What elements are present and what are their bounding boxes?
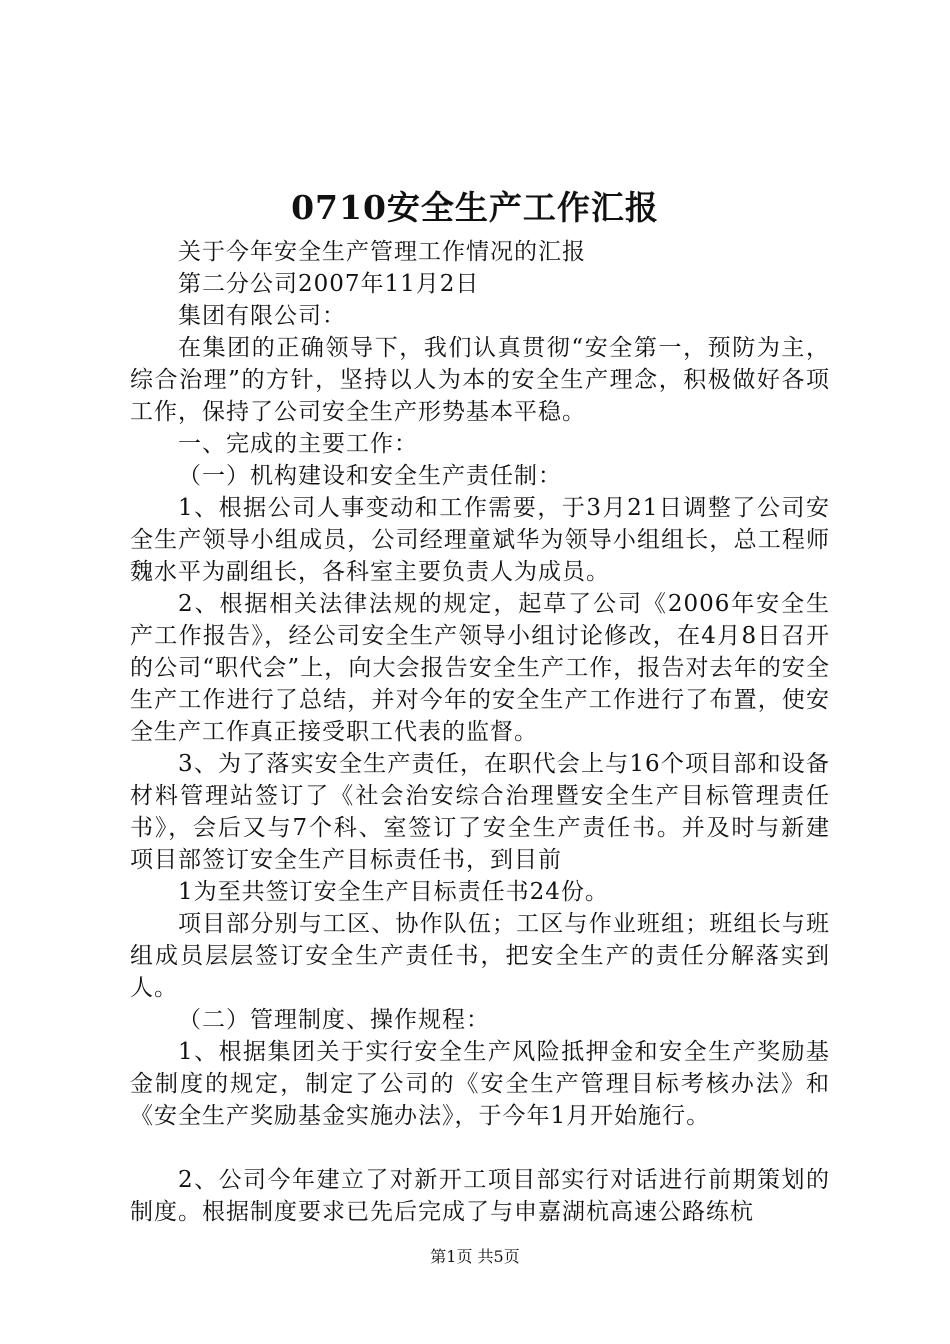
document-title: 0710安全生产工作汇报 xyxy=(291,188,659,227)
paragraph-item-1: 1、根据公司人事变动和工作需要，于3月21日调整了公司安全生产领导小组成员，公司经理童斌华为领导小组组长，总工程师魏水平为副组长，各科室主要负责人为成员。 xyxy=(130,495,830,585)
subsection-heading-1: （一）机构建设和安全生产责任制： xyxy=(178,463,562,489)
page-footer: 第1页 共5页 xyxy=(430,1247,520,1266)
report-date-line: 第二分公司2007年11月2日 xyxy=(178,271,480,297)
paragraph-rules-2: 2、公司今年建立了对新开工项目部实行对话进行前期策划的制度。根据制度要求已先后完成了与申嘉湖杭高速公路练杭 xyxy=(130,1167,830,1225)
paragraph-item-3: 3、为了落实安全生产责任，在职代会上与16个项目部和设备材料管理站签订了《社会治安综合治理暨安全生产目标管理责任书》，会后又与7个科、室签订了安全生产责任书。并及时与新建项目部签订安全生产目标责任书，到目前 xyxy=(130,751,830,873)
salutation: 集团有限公司： xyxy=(178,303,346,329)
paragraph-project-responsibility: 项目部分别与工区、协作队伍；工区与作业班组；班组长与班组成员层层签订安全生产责任书，把安全生产的责任分解落实到人。 xyxy=(130,911,830,1001)
report-subtitle: 关于今年安全生产管理工作情况的汇报 xyxy=(178,239,586,265)
paragraph-rules-1: 1、根据集团关于实行安全生产风险抵押金和安全生产奖励基金制度的规定，制定了公司的《安全生产管理目标考核办法》和《安全生产奖励基金实施办法》，于今年1月开始施行。 xyxy=(130,1039,830,1129)
document-body xyxy=(130,236,830,1228)
intro-paragraph: 在集团的正确领导下，我们认真贯彻“安全第一，预防为主，综合治理”的方针，坚持以人为本的安全生产理念，积极做好各项工作，保持了公司安全生产形势基本平稳。 xyxy=(130,335,830,425)
subsection-heading-2: （二）管理制度、操作规程： xyxy=(178,1007,490,1033)
paragraph-item-2: 2、根据相关法律法规的规定，起草了公司《2006年安全生产工作报告》，经公司安全生产领导小组讨论修改，在4月8日召开的公司“职代会”上，向大会报告安全生产工作，报告对去年的安全生产工作进行了总结，并对今年的安全生产工作进行了布置，使安全生产工作真正接受职工代表的监督。 xyxy=(130,591,830,745)
paragraph-item-3-cont: 1为至共签订安全生产目标责任书24份。 xyxy=(178,879,609,905)
section-heading-1: 一、完成的主要工作： xyxy=(178,431,418,457)
